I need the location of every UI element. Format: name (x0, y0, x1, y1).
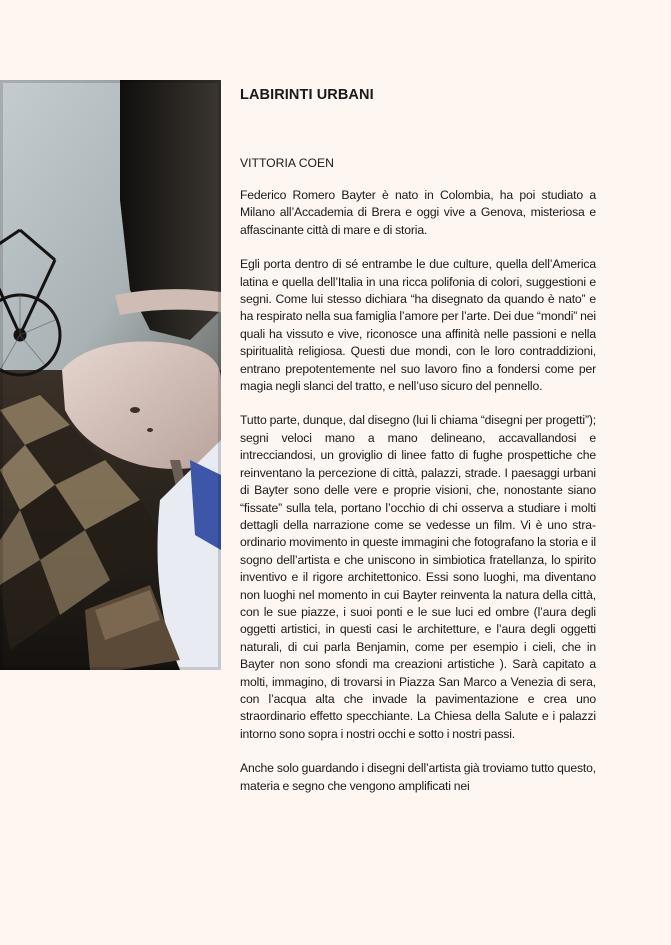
paragraph-4: Anche solo guardando i disegni dell’artista già troviamo tutto questo, materia e segno che vengono amplificati nei (240, 761, 596, 793)
studio-photograph-image (0, 80, 221, 670)
paragraph-1: Federico Romero Bayter è nato in Colombia, ha poi studiato a Milano all’Accademia di Brera e oggi vive a Genova, misteriosa e affascinante città di mare e di storia. (240, 188, 596, 237)
article (240, 86, 596, 795)
paragraph-3: Tutto parte, dunque, dal disegno (lui li chiama “disegni per progetti”); segni veloci mano a mano delineano, accavallandosi e intrecciandosi, un groviglio di linee fatto di fughe prospettiche che reinventano la percezione di città, palazzi, strade. I paesaggi urbani di Bayter sono delle vere e proprie visioni, che, nonostante siano “fissate” sulla tela, portano l’occhio di chi osserva a studiare i molti dettagli della narrazione come se vedesse un film. Vi è uno straordinario movimento in queste immagini che fotografano la storia e il sogno dell’artista e che uniscono in simbiotica fratellanza, lo spirito inventivo e il rigore architettonico. Essi sono luoghi, ma diventano non luoghi nel momento in cui Bayter reinventa la natura della città, con le sue piazze, i suoi ponti e le sue luci ed ombre (l’aura degli oggetti artistici, in questi casi le architetture, e l’aura degli oggetti naturali, di cui parla Benjamin, come per esempio i cieli, che in Bayter non sono sfondi ma creazioni artistiche ). Sarà capitato a molti, immagino, di trovarsi in Piazza San Marco a Venezia di sera, con l’acqua alta che invade la pavimentazione e crea uno straordinario effetto specchiante. La Chiesa della Salute e i palazzi intorno sono sopra i nostri occhi e sotto i nostri passi. (240, 413, 596, 741)
article-title: LABIRINTI URBANI (240, 87, 374, 103)
article-author: VITTORIA COEN (240, 156, 334, 170)
studio-photograph (0, 80, 221, 670)
paragraph-2: Egli porta dentro di sé entrambe le due culture, quella dell’America latina e quella dell’Italia in una ricca polifonia di colori, suggestioni e segni. Come lui stesso dichiara “ha disegnato da quando è nato” e ha respirato nella sua famiglia l’amore per l’arte. Dei due “mondi” nei quali ha vissuto e vive, riconosce una affinità nelle passioni e nella spiritualità religiosa. Questi due mondi, con le loro contraddizioni, entrano prepotentemente nel suo lavoro fino a fondersi come per magia negli slanci del tratto, e nell’uso sicuro del pennello. (240, 257, 596, 394)
